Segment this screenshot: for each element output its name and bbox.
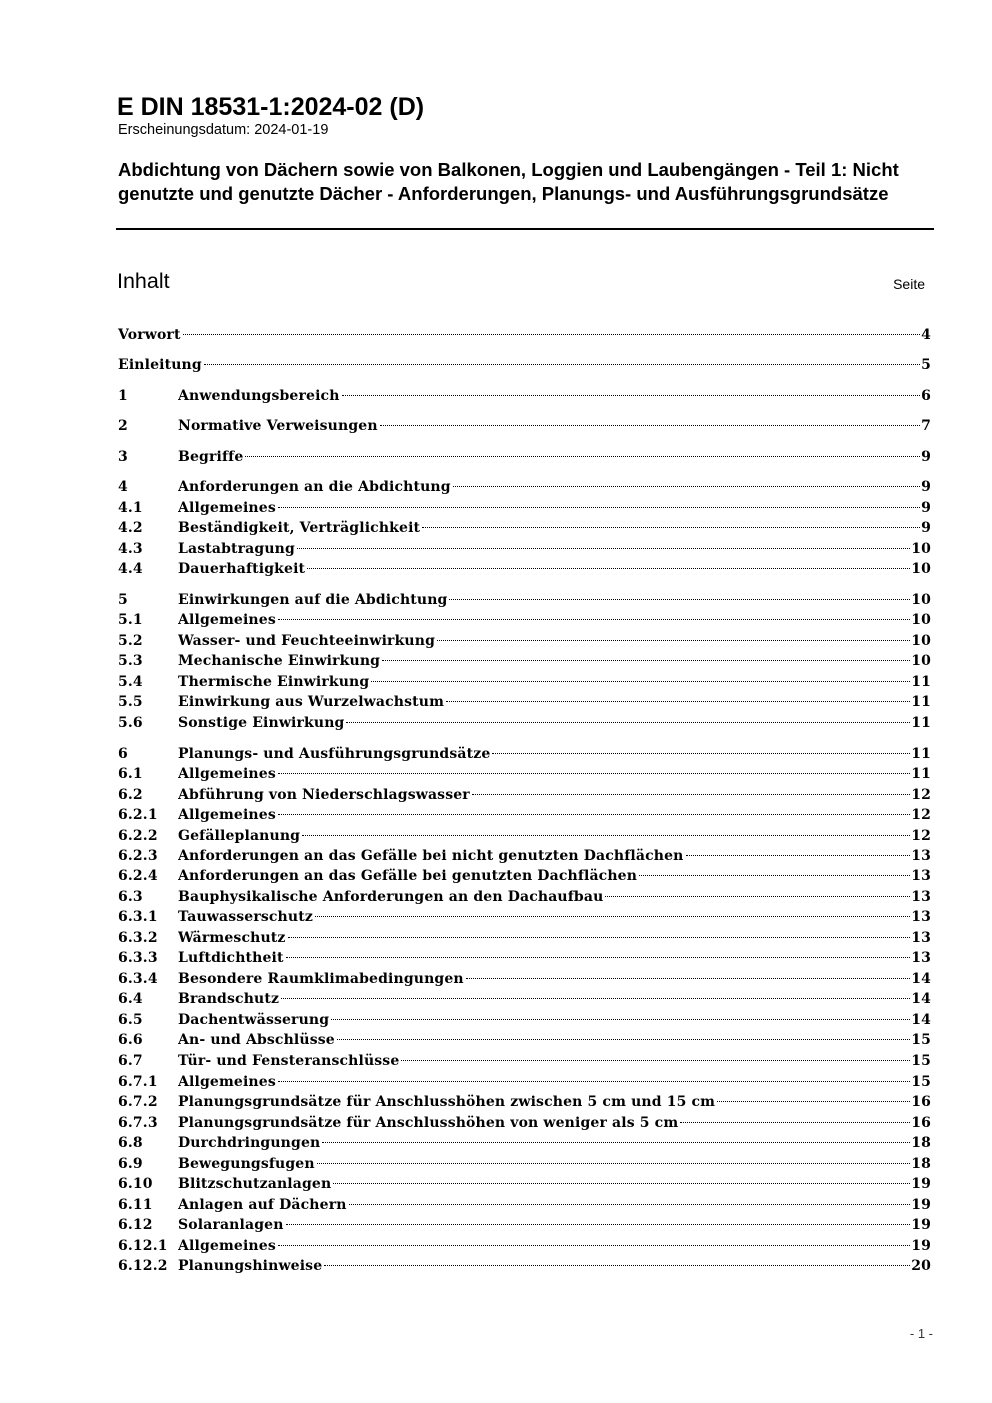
toc-entry-title: Wasser- und Feuchteeinwirkung xyxy=(178,633,436,649)
toc-entry[interactable] xyxy=(118,477,931,497)
toc-entry-number: 6 xyxy=(118,746,128,762)
toc-entry[interactable] xyxy=(118,887,931,907)
toc-entry[interactable] xyxy=(118,590,931,610)
toc-heading: Inhalt xyxy=(117,269,170,293)
toc-dot-leader xyxy=(346,722,910,723)
toc-dot-leader xyxy=(286,957,911,958)
toc-entry-number: 5.6 xyxy=(118,715,143,731)
toc-entry-page: 10 xyxy=(911,633,931,649)
toc-entry[interactable] xyxy=(118,846,931,866)
toc-entry-page: 9 xyxy=(921,520,931,536)
toc-entry-page: 19 xyxy=(911,1217,931,1233)
toc-entry[interactable] xyxy=(118,672,931,692)
toc-dot-leader xyxy=(349,1204,911,1205)
toc-dot-leader xyxy=(680,1122,910,1123)
toc-entry-title: Allgemeines xyxy=(178,1238,276,1254)
toc-dot-leader xyxy=(307,568,910,569)
toc-entry-number: 5.3 xyxy=(118,653,143,669)
toc-entry-page: 13 xyxy=(911,848,931,864)
toc-dot-leader xyxy=(322,1142,910,1143)
toc-entry-title: Begriffe xyxy=(178,449,244,465)
toc-entry-title: Anforderungen an das Gefälle bei genutzten Dachflächen xyxy=(178,868,638,884)
toc-entry-number: 4.1 xyxy=(118,500,143,516)
toc-dot-leader xyxy=(245,456,920,457)
toc-entry-page: 19 xyxy=(911,1197,931,1213)
toc-entry[interactable] xyxy=(118,1174,931,1194)
toc-entry-number: 6.11 xyxy=(118,1197,153,1213)
toc-dot-leader xyxy=(286,1224,911,1225)
toc-dot-leader xyxy=(371,681,910,682)
toc-entry-title: Anlagen auf Dächern xyxy=(178,1197,347,1213)
toc-entry-page: 9 xyxy=(921,449,931,465)
toc-entry-page: 19 xyxy=(911,1176,931,1192)
toc-dot-leader xyxy=(605,896,910,897)
toc-entry-page: 13 xyxy=(911,950,931,966)
toc-entry-number: 6.4 xyxy=(118,991,143,1007)
toc-entry-title: Planungshinweise xyxy=(178,1258,323,1274)
toc-entry-page: 9 xyxy=(921,479,931,495)
toc-entry-number: 3 xyxy=(118,449,128,465)
toc-dot-leader xyxy=(278,1081,910,1082)
toc-dot-leader xyxy=(278,814,910,815)
toc-entry-page: 12 xyxy=(911,807,931,823)
toc-entry-number: 6.5 xyxy=(118,1012,143,1028)
toc-dot-leader xyxy=(717,1101,910,1102)
toc-entry-page: 18 xyxy=(911,1135,931,1151)
toc-entry-number: 6.6 xyxy=(118,1032,143,1048)
toc-entry-number: Vorwort xyxy=(118,327,181,343)
toc-entry-title: Allgemeines xyxy=(178,766,276,782)
toc-entry-page: 15 xyxy=(911,1032,931,1048)
toc-entry-number: 6.12.2 xyxy=(118,1258,168,1274)
toc-entry-number: 5 xyxy=(118,592,128,608)
toc-entry[interactable] xyxy=(118,1092,931,1112)
toc-entry-page: 10 xyxy=(911,541,931,557)
toc-entry[interactable] xyxy=(118,559,931,579)
toc-entry-number: Einleitung xyxy=(118,357,202,373)
toc-entry[interactable] xyxy=(118,447,931,467)
toc-page-column-label: Seite xyxy=(893,276,925,292)
toc-entry-page: 11 xyxy=(911,746,931,762)
toc-entry-number: 5.2 xyxy=(118,633,143,649)
toc-entry-page: 20 xyxy=(911,1258,931,1274)
toc-entry-title: Sonstige Einwirkung xyxy=(178,715,345,731)
toc-dot-leader xyxy=(422,527,920,528)
toc-entry-number: 4.4 xyxy=(118,561,143,577)
toc-entry-number: 6.2.3 xyxy=(118,848,158,864)
toc-entry-number: 6.12.1 xyxy=(118,1238,168,1254)
toc-entry-page: 11 xyxy=(911,694,931,710)
toc-entry-title: Bewegungsfugen xyxy=(178,1156,315,1172)
toc-entry-page: 4 xyxy=(921,327,931,343)
toc-entry-number: 6.3.2 xyxy=(118,930,158,946)
toc-dot-leader xyxy=(315,916,910,917)
toc-dot-leader xyxy=(317,1163,911,1164)
toc-entry-number: 5.1 xyxy=(118,612,143,628)
toc-entry-number: 6.7.2 xyxy=(118,1094,158,1110)
toc-entry-title: Tauwasserschutz xyxy=(178,909,313,925)
toc-entry-page: 6 xyxy=(921,388,931,404)
toc-entry-number: 5.4 xyxy=(118,674,143,690)
toc-entry-title: Allgemeines xyxy=(178,612,276,628)
toc-entry-page: 15 xyxy=(911,1074,931,1090)
toc-entry-page: 13 xyxy=(911,868,931,884)
toc-entry-number: 6.2.1 xyxy=(118,807,158,823)
toc-entry[interactable] xyxy=(118,651,931,671)
toc-entry[interactable] xyxy=(118,1051,931,1071)
toc-entry[interactable] xyxy=(118,785,931,805)
toc-entry[interactable] xyxy=(118,386,931,406)
toc-dot-leader xyxy=(342,395,921,396)
toc-entry-page: 12 xyxy=(911,787,931,803)
toc-entry-page: 13 xyxy=(911,909,931,925)
toc-entry-page: 7 xyxy=(921,418,931,434)
toc-entry-title: Bauphysikalische Anforderungen an den Dachaufbau xyxy=(178,889,604,905)
toc-dot-leader xyxy=(453,486,920,487)
toc-entry[interactable] xyxy=(118,355,931,375)
toc-entry-number: 6.9 xyxy=(118,1156,143,1172)
toc-entry-title: Durchdringungen xyxy=(178,1135,321,1151)
toc-entry[interactable] xyxy=(118,631,931,651)
toc-entry-number: 6.3 xyxy=(118,889,143,905)
toc-entry-page: 15 xyxy=(911,1053,931,1069)
toc-entry-number: 5.5 xyxy=(118,694,143,710)
toc-entry[interactable] xyxy=(118,948,931,968)
toc-entry-title: Dauerhaftigkeit xyxy=(178,561,306,577)
toc-entry-number: 2 xyxy=(118,418,128,434)
toc-entry-page: 19 xyxy=(911,1238,931,1254)
document-id: E DIN 18531-1:2024-02 (D) xyxy=(117,93,425,121)
toc-entry-number: 4.3 xyxy=(118,541,143,557)
toc-entry-title: Dachentwässerung xyxy=(178,1012,330,1028)
toc-entry[interactable] xyxy=(118,805,931,825)
footer-page-number: - 1 - xyxy=(909,1326,933,1341)
toc-entry-title: Allgemeines xyxy=(178,500,276,516)
toc-entry-page: 16 xyxy=(911,1115,931,1131)
toc-entry-page: 14 xyxy=(911,971,931,987)
toc-entry-number: 6.10 xyxy=(118,1176,153,1192)
toc-entry-title: Solaranlagen xyxy=(178,1217,284,1233)
toc-entry-page: 11 xyxy=(911,674,931,690)
toc-dot-leader xyxy=(492,753,910,754)
toc-entry-title: Allgemeines xyxy=(178,807,276,823)
toc-entry[interactable] xyxy=(118,498,931,518)
toc-entry-title: Planungsgrundsätze für Anschlusshöhen zwischen 5 cm und 15 cm xyxy=(178,1094,716,1110)
toc-entry-page: 18 xyxy=(911,1156,931,1172)
toc-entry-title: Tür- und Fensteranschlüsse xyxy=(178,1053,400,1069)
toc-entry[interactable] xyxy=(118,989,931,1009)
toc-entry-number: 6.2.4 xyxy=(118,868,158,884)
toc-entry-title: Luftdichtheit xyxy=(178,950,284,966)
toc-entry-number: 4 xyxy=(118,479,128,495)
toc-entry[interactable] xyxy=(118,325,931,345)
toc-entry[interactable] xyxy=(118,969,931,989)
toc-dot-leader xyxy=(437,640,910,641)
toc-entry-page: 13 xyxy=(911,930,931,946)
toc-entry-title: Einwirkungen auf die Abdichtung xyxy=(178,592,448,608)
toc-entry-title: Abführung von Niederschlagswasser xyxy=(178,787,470,803)
toc-entry-title: An- und Abschlüsse xyxy=(178,1032,335,1048)
toc-entry-title: Allgemeines xyxy=(178,1074,276,1090)
toc-entry-title: Besondere Raumklimabedingungen xyxy=(178,971,464,987)
toc-entry-page: 14 xyxy=(911,1012,931,1028)
table-of-contents xyxy=(118,0,931,1403)
toc-dot-leader xyxy=(278,507,920,508)
toc-entry-number: 6.2.2 xyxy=(118,828,158,844)
toc-entry-title: Planungsgrundsätze für Anschlusshöhen von weniger als 5 cm xyxy=(178,1115,679,1131)
toc-entry[interactable] xyxy=(118,826,931,846)
toc-entry[interactable] xyxy=(118,1154,931,1174)
toc-entry[interactable] xyxy=(118,928,931,948)
toc-entry-number: 1 xyxy=(118,388,128,404)
toc-dot-leader xyxy=(204,364,920,365)
toc-entry-title: Mechanische Einwirkung xyxy=(178,653,381,669)
toc-entry[interactable] xyxy=(118,518,931,538)
toc-entry-title: Normative Verweisungen xyxy=(178,418,378,434)
toc-entry-title: Anwendungsbereich xyxy=(178,388,340,404)
toc-entry[interactable] xyxy=(118,1030,931,1050)
toc-entry-page: 12 xyxy=(911,828,931,844)
toc-entry-number: 6.1 xyxy=(118,766,143,782)
toc-entry-number: 6.3.3 xyxy=(118,950,158,966)
toc-entry-number: 6.3.1 xyxy=(118,909,158,925)
toc-entry-page: 9 xyxy=(921,500,931,516)
toc-entry-number: 6.7 xyxy=(118,1053,143,1069)
publication-date: Erscheinungsdatum: 2024-01-19 xyxy=(118,122,329,138)
toc-dot-leader xyxy=(382,660,910,661)
document-title: Abdichtung von Dächern sowie von Balkonen, Loggien und Laubengängen - Teil 1: Nicht genutzte und genutzte Dächer - Anforderungen, Planungs- und Ausführungsgrundsätze xyxy=(118,159,899,204)
toc-dot-leader xyxy=(472,794,910,795)
toc-dot-leader xyxy=(639,875,910,876)
toc-dot-leader xyxy=(281,998,910,999)
toc-entry-page: 11 xyxy=(911,715,931,731)
toc-entry[interactable] xyxy=(118,764,931,784)
toc-entry[interactable] xyxy=(118,744,931,764)
toc-entry-title: Gefälleplanung xyxy=(178,828,301,844)
toc-dot-leader xyxy=(278,1245,910,1246)
toc-entry[interactable] xyxy=(118,416,931,436)
toc-dot-leader xyxy=(302,835,910,836)
toc-entry-number: 6.12 xyxy=(118,1217,153,1233)
toc-entry[interactable] xyxy=(118,539,931,559)
toc-entry-title: Lastabtragung xyxy=(178,541,295,557)
toc-entry-number: 6.3.4 xyxy=(118,971,158,987)
toc-dot-leader xyxy=(297,548,910,549)
toc-entry[interactable] xyxy=(118,1072,931,1092)
toc-entry-page: 5 xyxy=(921,357,931,373)
toc-entry-number: 6.2 xyxy=(118,787,143,803)
toc-dot-leader xyxy=(183,334,921,335)
toc-entry[interactable] xyxy=(118,1195,931,1215)
toc-entry[interactable] xyxy=(118,692,931,712)
toc-entry-number: 6.7.1 xyxy=(118,1074,158,1090)
toc-dot-leader xyxy=(333,1183,910,1184)
toc-entry[interactable] xyxy=(118,713,931,733)
toc-entry[interactable] xyxy=(118,1010,931,1030)
toc-entry[interactable] xyxy=(118,1113,931,1133)
toc-dot-leader xyxy=(401,1060,910,1061)
toc-entry-number: 4.2 xyxy=(118,520,143,536)
toc-entry-page: 11 xyxy=(911,766,931,782)
toc-entry-page: 10 xyxy=(911,561,931,577)
toc-entry[interactable] xyxy=(118,1256,931,1276)
toc-dot-leader xyxy=(324,1265,910,1266)
toc-entry[interactable] xyxy=(118,1236,931,1256)
toc-entry-title: Beständigkeit, Verträglichkeit xyxy=(178,520,421,536)
toc-entry-title: Blitzschutzanlagen xyxy=(178,1176,332,1192)
toc-dot-leader xyxy=(331,1019,910,1020)
toc-entry-number: 6.8 xyxy=(118,1135,143,1151)
toc-entry[interactable] xyxy=(118,1215,931,1235)
toc-entry-title: Einwirkung aus Wurzelwachstum xyxy=(178,694,445,710)
toc-entry[interactable] xyxy=(118,907,931,927)
toc-entry[interactable] xyxy=(118,1133,931,1153)
toc-dot-leader xyxy=(466,978,910,979)
toc-entry[interactable] xyxy=(118,866,931,886)
toc-dot-leader xyxy=(288,937,911,938)
toc-entry-title: Thermische Einwirkung xyxy=(178,674,370,690)
toc-dot-leader xyxy=(380,425,920,426)
toc-entry-title: Anforderungen an das Gefälle bei nicht genutzten Dachflächen xyxy=(178,848,684,864)
toc-entry-title: Brandschutz xyxy=(178,991,280,1007)
toc-dot-leader xyxy=(686,855,911,856)
toc-dot-leader xyxy=(446,701,910,702)
toc-entry-title: Wärmeschutz xyxy=(178,930,286,946)
toc-entry-page: 10 xyxy=(911,653,931,669)
toc-entry-page: 10 xyxy=(911,612,931,628)
toc-dot-leader xyxy=(278,773,910,774)
toc-entry[interactable] xyxy=(118,610,931,630)
toc-entry-title: Anforderungen an die Abdichtung xyxy=(178,479,451,495)
toc-entry-page: 13 xyxy=(911,889,931,905)
toc-entry-page: 10 xyxy=(911,592,931,608)
toc-dot-leader xyxy=(278,619,910,620)
toc-dot-leader xyxy=(337,1039,910,1040)
toc-entry-title: Planungs- und Ausführungsgrundsätze xyxy=(178,746,491,762)
toc-entry-page: 14 xyxy=(911,991,931,1007)
toc-entry-page: 16 xyxy=(911,1094,931,1110)
toc-entry-number: 6.7.3 xyxy=(118,1115,158,1131)
toc-dot-leader xyxy=(449,599,910,600)
